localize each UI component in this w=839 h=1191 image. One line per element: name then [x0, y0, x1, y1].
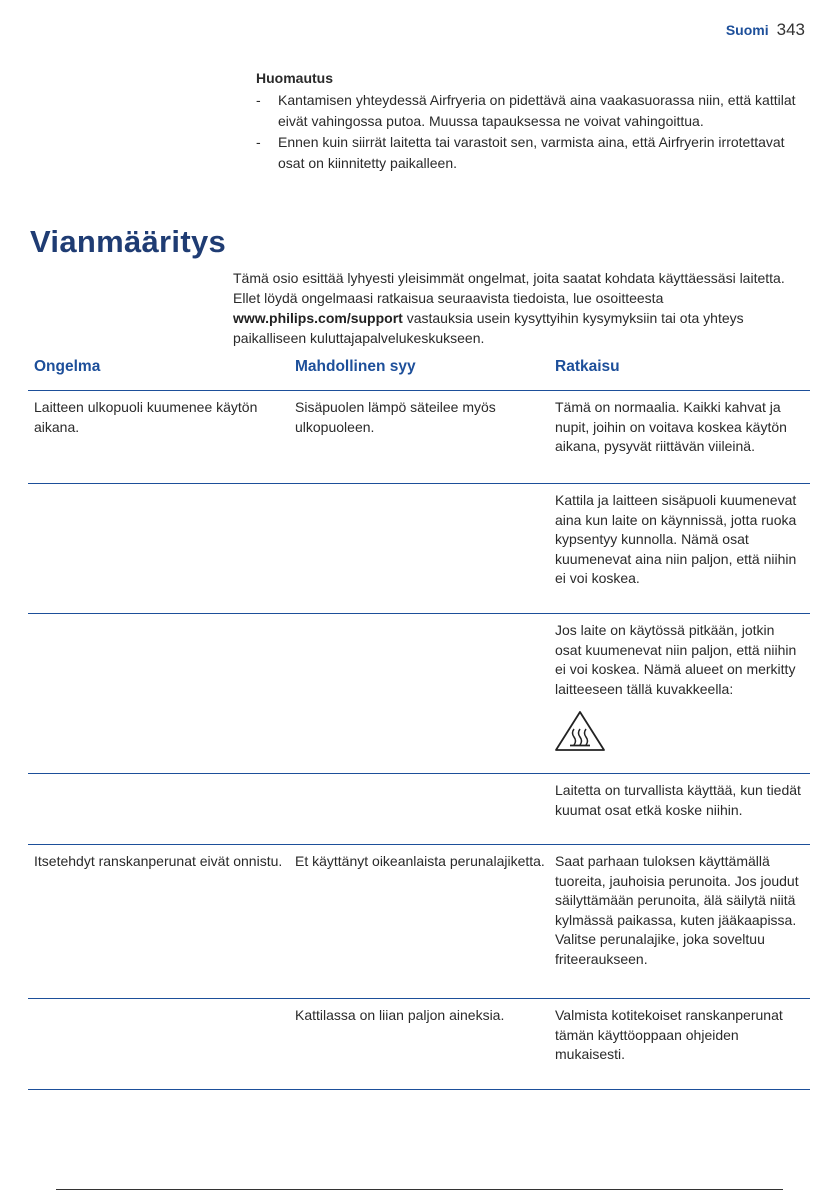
header-problem: Ongelma [34, 358, 101, 375]
support-url: www.philips.com/support [233, 310, 403, 326]
header-solution: Ratkaisu [555, 358, 620, 375]
cell-problem: Laitteen ulkopuoli kuumenee käytön aikana. [34, 399, 258, 435]
cell-solution: Kattila ja laitteen sisäpuoli kuumenevat aina kun laite on käynnissä, jotta ruoka kypsentyy kunnolla. Nämä osat kuumenevat aina niin paljon, että niihin ei voi koskea. [555, 492, 797, 586]
note-item [256, 90, 796, 132]
note-text: Kantamisen yhteydessä Airfryeria on pidettävä aina vaakasuorassa niin, että kattilat eivät vahingossa putoa. Muussa tapauksessa ne voivat vahingoittua. [278, 92, 796, 129]
hot-surface-warning-icon [553, 709, 607, 753]
table-row [28, 391, 810, 484]
table-row [28, 774, 810, 845]
intro-text: vastauksia usein kysyttyihin kysymyksiin tai ota yhteys paikalliseen kuluttajapalvelukeskukseen. [233, 310, 744, 346]
section-title: Vianmääritys [30, 224, 227, 259]
table-row [28, 845, 810, 999]
note-text: Ennen kuin siirrät laitetta tai varastoit sen, varmista aina, että Airfryerin irrotettavat osat on kiinnitetty paikalleen. [278, 134, 785, 171]
language-label: Suomi [725, 22, 769, 38]
cell-cause [289, 781, 549, 844]
table-row [28, 999, 810, 1090]
cell-solution: Valmista kotitekoiset ranskanperunat tämän käyttöoppaan ohjeiden mukaisesti. [555, 1007, 783, 1062]
troubleshooting-table [28, 352, 810, 1090]
cell-cause [289, 621, 549, 773]
header-cause: Mahdollinen syy [295, 358, 416, 375]
page-header [726, 20, 805, 40]
cell-solution: Tämä on normaalia. Kaikki kahvat ja nupit, joihin on voitava koskea käytön aikana, pysyvät riittävän viileinä. [555, 399, 787, 454]
cell-cause: Et käyttänyt oikeanlaista perunalajiketta. [295, 853, 545, 869]
cell-cause [289, 491, 549, 613]
cell-problem [28, 621, 289, 773]
cell-cause: Sisäpuolen lämpö säteilee myös ulkopuoleen. [295, 399, 496, 435]
cell-problem [28, 1006, 289, 1089]
cell-problem: Itsetehdyt ranskanperunat eivät onnistu. [34, 853, 283, 869]
intro-text: Tämä osio esittää lyhyesti yleisimmät ongelmat, joita saatat kohdata käyttäessäsi laitetta. Ellet löydä ongelmaasi ratkaisua seuraavista tiedoista, lue osoitteesta [233, 270, 785, 306]
table-row [28, 484, 810, 614]
cell-solution [549, 621, 810, 773]
footer-rule [56, 1189, 783, 1190]
note-block [256, 68, 796, 174]
note-dash: - [256, 92, 261, 108]
section-intro [233, 268, 813, 348]
cell-solution: Saat parhaan tuloksen käyttämällä tuoreita, jauhoisia perunoita. Jos joudut säilyttämään perunoita, älä säilytä niitä kylmässä paikassa, kuten jääkaapissa. Valitse perunalajike, joka soveltuu friteeraukseen. [555, 853, 799, 967]
note-title: Huomautus [256, 70, 333, 86]
table-header [28, 352, 810, 391]
cell-problem [28, 491, 289, 613]
solution-text: Jos laite on käytössä pitkään, jotkin osat kuumenevat niin paljon, että niihin ei voi koskea. Nämä alueet on merkitty laitteeseen tällä kuvakkeella: [555, 622, 797, 697]
note-item [256, 132, 796, 174]
cell-problem [28, 781, 289, 844]
note-dash: - [256, 134, 261, 150]
cell-solution: Laitetta on turvallista käyttää, kun tiedät kuumat osat etkä koske niihin. [555, 782, 801, 818]
page-number: 343 [776, 20, 805, 39]
table-row [28, 614, 810, 774]
cell-cause: Kattilassa on liian paljon aineksia. [295, 1007, 505, 1023]
